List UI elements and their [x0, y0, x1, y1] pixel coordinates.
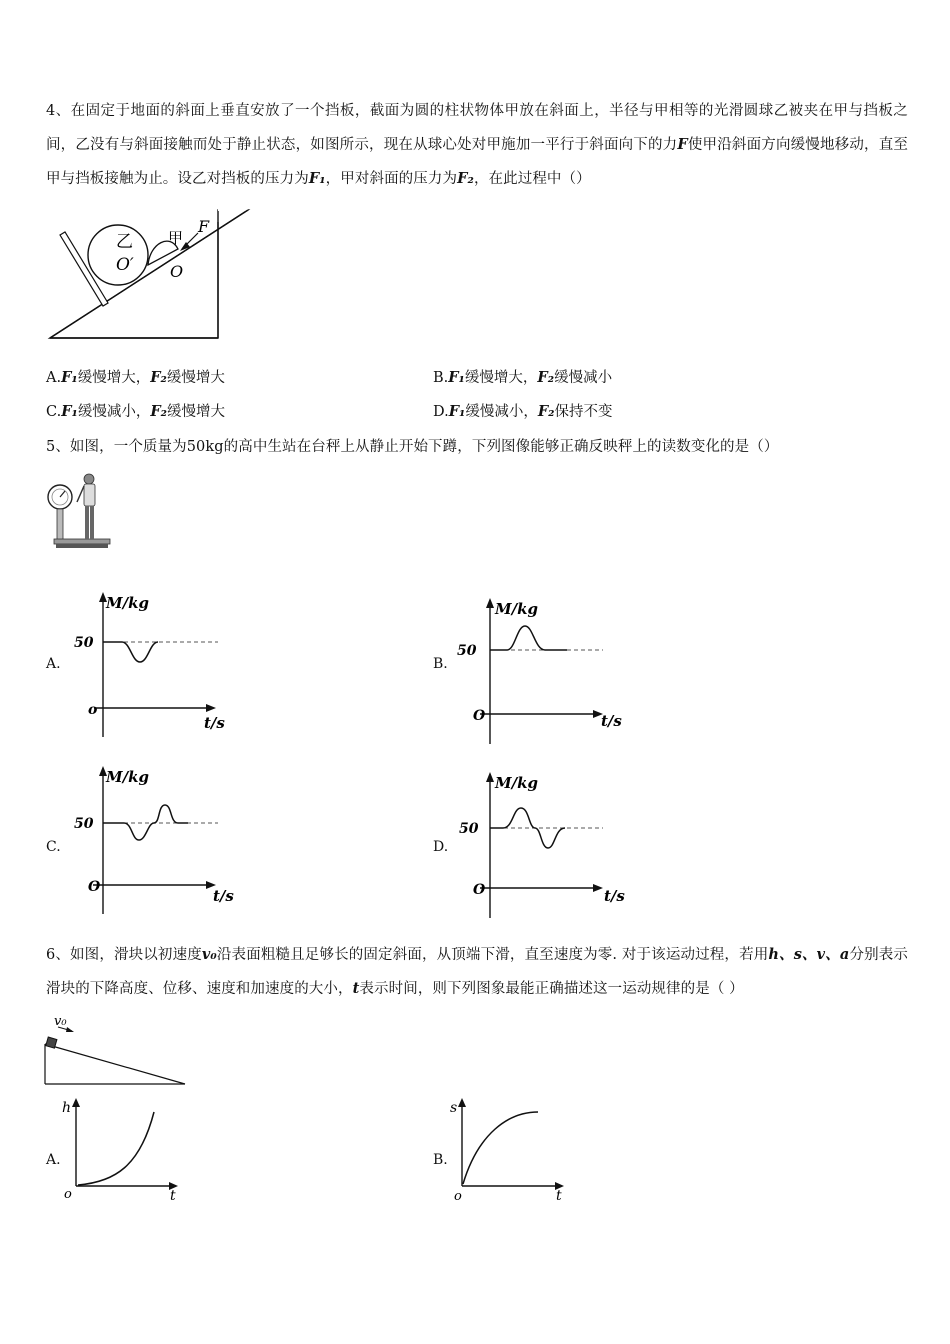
svg-text:50: 50 [74, 816, 94, 832]
scale-platform [54, 539, 110, 544]
svg-text:t/s: t/s [213, 887, 234, 905]
svg-text:O: O [473, 882, 486, 898]
q6-option-b-label[interactable]: B. [433, 1152, 448, 1168]
svg-text:O: O [473, 708, 486, 724]
svg-text:50: 50 [74, 635, 94, 651]
label-O-prime: O′ [116, 255, 134, 275]
svg-text:O: O [88, 879, 101, 895]
var-F1: F₁ [308, 170, 326, 187]
svg-text:M/kg: M/kg [106, 594, 149, 612]
svg-text:h: h [62, 1100, 72, 1116]
label-O: O [170, 262, 184, 281]
q4-option-d[interactable]: D.F₁缓慢减小，F₂保持不变 [433, 403, 613, 420]
q5-scale-figure [44, 470, 116, 552]
svg-text:o: o [454, 1189, 462, 1204]
svg-text:o: o [64, 1187, 72, 1202]
q5-graph-d [455, 770, 625, 925]
person-head [84, 474, 94, 484]
q5-graph-c [70, 764, 240, 919]
svg-text:M/kg: M/kg [106, 768, 149, 786]
svg-text:50: 50 [457, 643, 477, 659]
svg-text:t/s: t/s [204, 714, 225, 732]
q6-graph-a [60, 1094, 190, 1204]
q5-option-d-label[interactable]: D. [433, 839, 449, 855]
label-jia: 甲 [168, 229, 184, 247]
q4-option-c[interactable]: C.F₁缓慢减小，F₂缓慢增大 [46, 403, 225, 420]
q6-option-a-label[interactable]: A. [46, 1152, 61, 1168]
question-6-text: 6、如图，滑块以初速度v₀沿表面粗糙且足够长的固定斜面，从顶端下滑，直至速度为零. 对于该运动过程，若用h、s、v、a分别表示滑块的下降高度、位移、速度和加速度的大小，t表示时间，则下列图象最能正确描述这一运动规律的是（ ） [46, 946, 909, 997]
var-F: F [677, 136, 688, 153]
question-5-text: 5、如图，一个质量为50kg的高中生站在台秤上从静止开始下蹲，下列图像能够正确反映秤上的读数变化的是（） [46, 439, 779, 455]
var-F2: F₂ [457, 170, 474, 187]
baffle [60, 232, 108, 306]
svg-text:t/s: t/s [601, 712, 622, 730]
label-v0: v₀ [54, 1014, 67, 1029]
var-t: t [352, 980, 360, 997]
svg-text:o: o [88, 702, 98, 718]
svg-text:t: t [170, 1188, 176, 1204]
svg-text:M/kg: M/kg [495, 774, 538, 792]
q5-option-c-label[interactable]: C. [46, 839, 61, 855]
label-F: F [198, 217, 210, 236]
svg-text:M/kg: M/kg [495, 600, 538, 618]
q6-slope-figure [40, 1012, 200, 1092]
slider-block [46, 1037, 57, 1048]
svg-text:50: 50 [459, 821, 479, 837]
person-body [84, 484, 95, 506]
q4-option-b[interactable]: B.F₁缓慢增大，F₂缓慢减小 [433, 369, 613, 386]
label-yi: 乙 [116, 232, 133, 252]
q5-option-a-label[interactable]: A. [46, 656, 61, 672]
q4-option-a[interactable]: A.F₁缓慢增大，F₂缓慢增大 [46, 369, 225, 386]
svg-text:s: s [450, 1100, 458, 1116]
q5-option-b-label[interactable]: B. [433, 656, 448, 672]
var-h-s-v-a: h、s、v、a [768, 946, 850, 963]
svg-text:t: t [556, 1188, 562, 1204]
q5-graph-b [455, 596, 625, 751]
q4-incline-figure [40, 205, 260, 345]
q5-graph-a [70, 590, 240, 745]
svg-text:t/s: t/s [604, 887, 625, 905]
var-v0: v₀ [201, 946, 217, 963]
q6-graph-b [446, 1094, 576, 1204]
question-4-text: 4、在固定于地面的斜面上垂直安放了一个挡板，截面为圆的柱状物体甲放在斜面上，半径与甲相等的光滑圆球乙被夹在甲与挡板之间，乙没有与斜面接触而处于静止状态，如图所示，现在从球心处对甲施加一平行于斜面向下的力F使甲沿斜面方向缓慢地移动，直至甲与挡板接触为止。设乙对挡板的压力为F₁，甲对斜面的压力为F₂，在此过程中（） [46, 103, 909, 187]
